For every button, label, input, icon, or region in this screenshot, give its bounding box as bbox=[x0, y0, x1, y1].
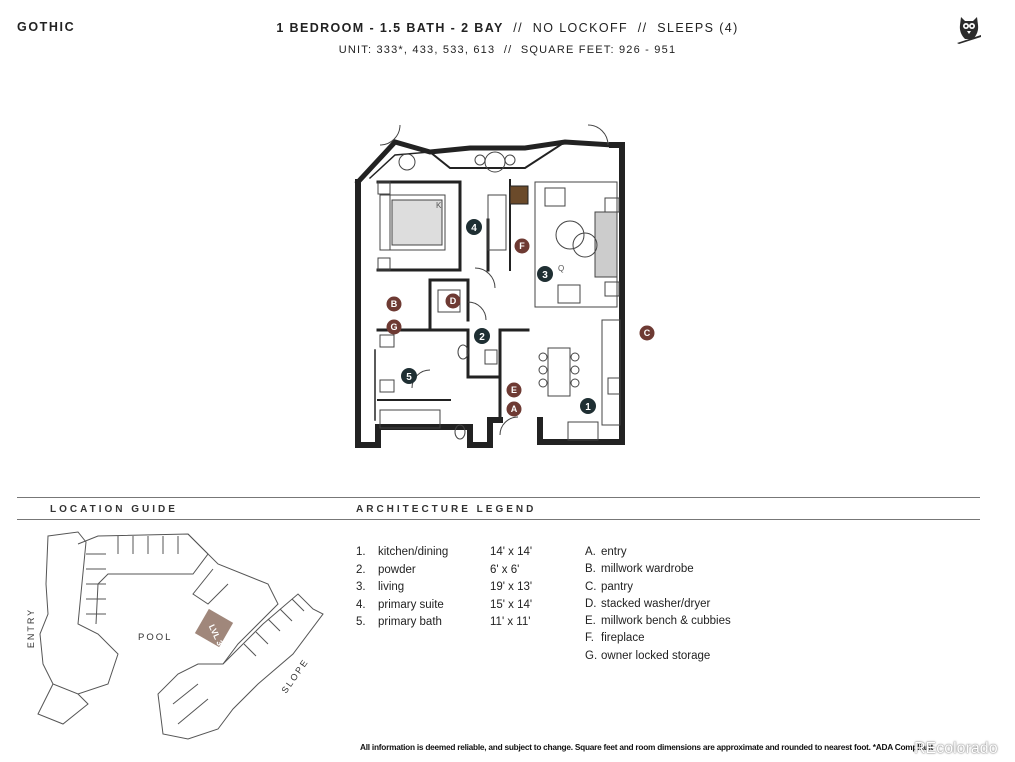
svg-text:5: 5 bbox=[406, 372, 412, 383]
marker-5 bbox=[401, 368, 417, 384]
title-separator: // bbox=[637, 21, 648, 35]
slope-label: SLOPE bbox=[279, 656, 311, 696]
watermark: REcolorado bbox=[914, 740, 998, 757]
subtitle-separator: // bbox=[503, 44, 513, 56]
bed-size-letter: K bbox=[436, 201, 442, 210]
marker-4 bbox=[466, 219, 482, 235]
legend-feature-row: A. entry bbox=[585, 546, 627, 558]
fireplace-block bbox=[510, 186, 528, 204]
svg-text:A: A bbox=[510, 404, 518, 414]
svg-text:E: E bbox=[510, 385, 518, 395]
marker-C bbox=[640, 326, 655, 341]
owl-icon bbox=[955, 13, 983, 45]
marker-E bbox=[507, 383, 522, 398]
svg-text:2: 2 bbox=[479, 332, 485, 343]
svg-text:1: 1 bbox=[585, 402, 591, 413]
title-lockoff: NO LOCKOFF bbox=[532, 21, 629, 35]
legend-feature-row: D. stacked washer/dryer bbox=[585, 597, 711, 610]
rooms-legend bbox=[356, 546, 532, 634]
title-separator: // bbox=[513, 21, 524, 35]
legend-feature-row: B. millwork wardrobe bbox=[585, 563, 694, 576]
level-label: LVL 3-6 bbox=[206, 622, 229, 655]
unit-title bbox=[0, 21, 1015, 35]
marker-G bbox=[387, 320, 402, 335]
marker-2 bbox=[474, 328, 490, 344]
location-guide-map bbox=[18, 524, 353, 750]
top-rule bbox=[17, 497, 980, 498]
legend-feature-row: E. millwork bench & cubbies bbox=[585, 615, 731, 628]
title-sleeps: SLEEPS (4) bbox=[657, 21, 739, 35]
svg-text:B: B bbox=[390, 299, 398, 309]
svg-text:D: D bbox=[449, 296, 457, 306]
marker-A bbox=[507, 402, 522, 417]
title-bed-bath: 1 BEDROOM - 1.5 BATH - 2 BAY bbox=[276, 21, 504, 35]
svg-text:F: F bbox=[519, 241, 525, 251]
svg-text:C: C bbox=[643, 328, 651, 338]
disclaimer-footnote: All information is deemed reliable, and subject to change. Square feet and room dimensions are approximate and rounded to nearest foot. *ADA Compliant bbox=[360, 742, 934, 752]
svg-text:3: 3 bbox=[542, 270, 548, 281]
architecture-legend-heading: ARCHITECTURE LEGEND bbox=[356, 504, 537, 515]
marker-D bbox=[446, 294, 461, 309]
marker-3 bbox=[537, 266, 553, 282]
marker-B bbox=[387, 297, 402, 312]
legend-room-row: 3. living 19' x 13' bbox=[356, 581, 533, 593]
svg-text:G: G bbox=[390, 322, 398, 332]
subtitle-sqft: SQUARE FEET: 926 - 951 bbox=[520, 44, 677, 56]
floor-plan bbox=[350, 120, 651, 455]
legend-feature-row: F. fireplace bbox=[585, 632, 645, 645]
pool-label: POOL bbox=[138, 632, 173, 643]
location-guide-heading: LOCATION GUIDE bbox=[50, 504, 178, 515]
legend-room-row: 4. primary suite 15' x 14' bbox=[356, 598, 533, 611]
legend-room-row: 1. kitchen/dining 14' x 14' bbox=[356, 546, 533, 558]
sofa-letter: Q bbox=[558, 264, 565, 273]
features-legend bbox=[585, 546, 731, 667]
svg-text:4: 4 bbox=[471, 223, 477, 234]
legend-room-row: 5. primary bath 11' x 11' bbox=[356, 616, 531, 628]
legend-feature-row: G. owner locked storage bbox=[585, 649, 711, 662]
unit-subtitle bbox=[0, 44, 1015, 56]
marker-1 bbox=[580, 398, 596, 414]
brand-name: GOTHIC bbox=[17, 20, 76, 34]
legend-room-row: 2. powder 6' x 6' bbox=[356, 563, 520, 576]
legend-feature-row: C. pantry bbox=[585, 580, 633, 593]
marker-F bbox=[515, 239, 530, 254]
subtitle-units: UNIT: 333*, 433, 533, 613 bbox=[338, 44, 496, 56]
entry-label: ENTRY bbox=[26, 607, 36, 649]
bottom-rule bbox=[17, 519, 980, 520]
